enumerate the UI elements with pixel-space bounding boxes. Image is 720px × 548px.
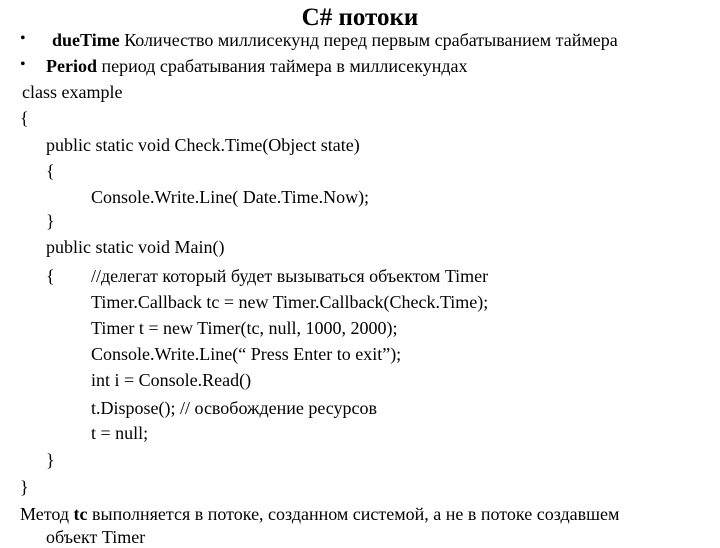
footer-term: tc <box>73 504 88 524</box>
code-line: } <box>46 211 55 231</box>
term: Period <box>46 56 97 76</box>
code-line: Console.Write.Line( Date.Time.Now); <box>91 187 370 207</box>
code-line: int i = Console.Read() <box>91 370 252 390</box>
code-line: Timer.Callback tc = new Timer.Callback(Check.Time); <box>91 292 489 312</box>
code-line: Timer t = new Timer(tc, null, 1000, 2000); <box>91 318 398 338</box>
code-line: { <box>46 266 55 286</box>
code-line: public static void Check.Time(Object state) <box>46 135 360 155</box>
description: период срабатывания таймера в миллисекундах <box>97 56 468 76</box>
code-line: { <box>20 108 29 128</box>
footer-text: выполняется в потоке, созданном системой, а не в потоке создавшем <box>87 504 620 524</box>
code-line: //делегат который будет вызываться объектом Timer <box>91 266 489 286</box>
bullet-icon: • <box>20 30 26 47</box>
footer-note-line2: объект Timer <box>46 527 146 547</box>
term: dueTime <box>52 30 120 50</box>
code-line: t.Dispose(); // освобождение ресурсов <box>91 398 378 418</box>
code-line: Console.Write.Line(“ Press Enter to exit”); <box>91 344 402 364</box>
description: Количество миллисекунд перед первым срабатыванием таймера <box>119 30 618 50</box>
bullet-duetime <box>52 29 618 51</box>
code-line: class example <box>22 82 123 102</box>
bullet-icon: • <box>20 56 26 73</box>
code-line: } <box>46 450 55 470</box>
code-line: public static void Main() <box>46 237 225 257</box>
code-line: } <box>20 477 29 497</box>
footer-prefix: Метод <box>20 504 74 524</box>
footer-note <box>20 503 619 525</box>
code-line: { <box>46 161 55 181</box>
slide-title: C# потоки <box>301 4 419 31</box>
bullet-period <box>46 55 467 77</box>
code-line: t = null; <box>91 423 149 443</box>
